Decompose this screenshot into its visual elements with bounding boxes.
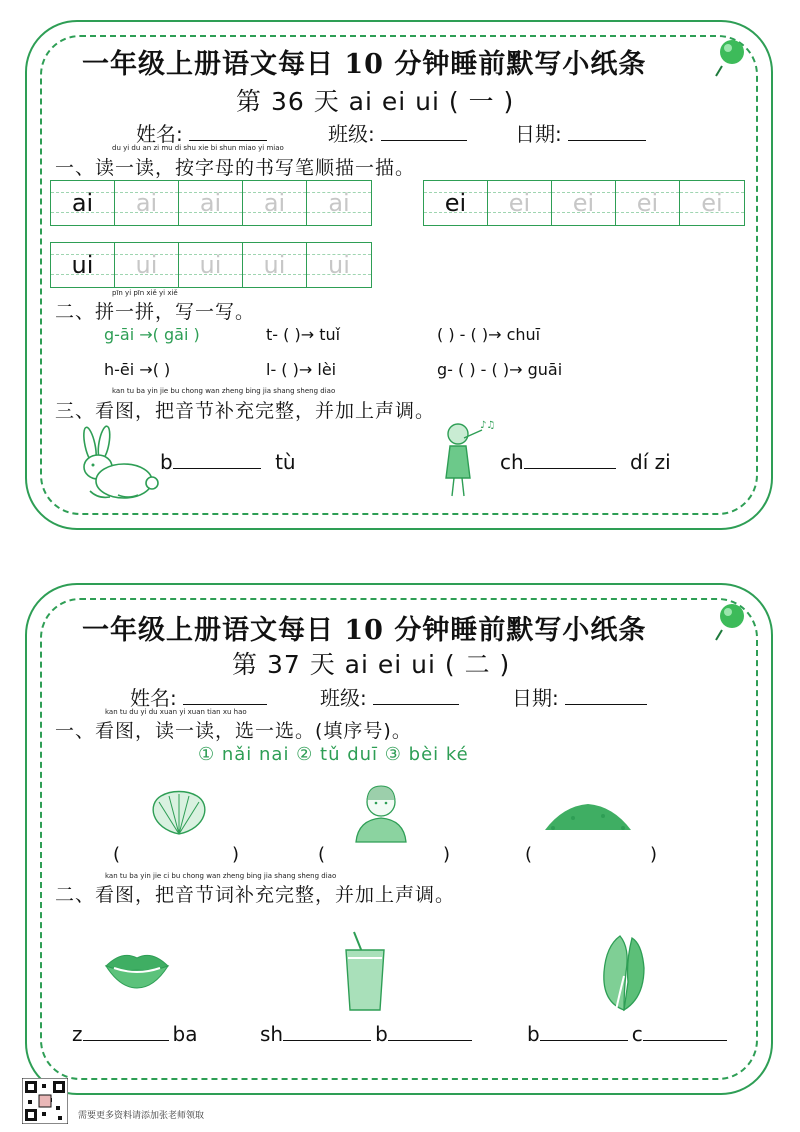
name-label: 姓名: xyxy=(130,686,177,710)
choice-options: ① nǎi nai ② tǔ duī ③ bèi ké xyxy=(198,744,469,765)
class-label: 班级: xyxy=(328,122,375,146)
grid-cell[interactable]: ei xyxy=(488,181,552,225)
sheet1-pinyin-row2: pīn yi pīn xiě yi xiě xyxy=(112,289,178,297)
exercise-example: g-āi →( gāi ) xyxy=(104,325,200,344)
exercise-item[interactable]: g- ( ) - ( )→ guāi xyxy=(437,360,563,379)
name-input-line[interactable] xyxy=(189,138,267,141)
answer-paren-3[interactable]: ( ) xyxy=(525,844,658,865)
shell-illustration xyxy=(145,788,213,838)
grid-cell[interactable]: ai xyxy=(307,181,371,225)
sheet1-pinyin-row1: du yi du an zi mu di shu xie bi shun miao yi miao xyxy=(112,144,284,152)
girl-flute-illustration xyxy=(436,420,496,502)
grid-cell[interactable]: ui xyxy=(307,243,371,287)
sheet2-name-field xyxy=(130,682,267,711)
answer-drink xyxy=(260,1022,472,1046)
grid-cell[interactable]: ei xyxy=(680,181,744,225)
sheet1-title: 一年级上册语文每日 10 分钟睡前默写小纸条 xyxy=(82,49,647,80)
class-input-line[interactable] xyxy=(381,138,467,141)
answer-paren-2[interactable]: ( ) xyxy=(318,844,451,865)
answer-prefix: c xyxy=(631,1022,643,1046)
sheet1-section3-heading: 三、看图，把音节补充完整，并加上声调。 xyxy=(55,400,436,422)
exercise-item[interactable]: t- ( )→ tuǐ xyxy=(266,325,341,344)
date-input-line[interactable] xyxy=(565,702,647,705)
grid-cell[interactable]: ui xyxy=(179,243,243,287)
sheet1-pinyin-row3: kan tu ba yin jie bu chong wan zheng bing jia shang sheng diao xyxy=(112,387,336,395)
sheet2-subtitle: 第 37 天 ai ei ui ( 二 ) xyxy=(232,650,511,679)
answer-flute xyxy=(500,450,671,474)
writing-grid-ei xyxy=(423,180,745,226)
name-label: 姓名: xyxy=(136,122,183,146)
answer-blank[interactable] xyxy=(388,1038,472,1041)
sheet1-name-field xyxy=(136,118,267,147)
qr-code-icon xyxy=(22,1078,68,1124)
grid-cell[interactable]: ai xyxy=(179,181,243,225)
answer-blank[interactable] xyxy=(540,1038,628,1041)
grandma-illustration xyxy=(350,780,412,844)
grid-cell: ai xyxy=(51,181,115,225)
sheet1-date-field xyxy=(515,118,646,147)
sheet2-section2-heading: 二、看图，把音节词补充完整，并加上声调。 xyxy=(55,884,456,906)
answer-blank[interactable] xyxy=(643,1038,727,1041)
sheet2-date-field xyxy=(512,682,647,711)
pushpin-icon xyxy=(712,36,746,78)
grid-cell: ui xyxy=(51,243,115,287)
date-label: 日期: xyxy=(512,686,559,710)
grid-cell[interactable]: ui xyxy=(115,243,179,287)
exercise-item[interactable]: h-ēi →( ) xyxy=(104,360,171,379)
sheet2-section1-heading: 一、看图，读一读，选一选。(填序号)。 xyxy=(55,720,412,742)
writing-grid-ai xyxy=(50,180,372,226)
cabbage-illustration xyxy=(596,932,652,1012)
sheet1-section1-heading: 一、读一读，按字母的书写笔顺描一描。 xyxy=(55,157,416,179)
grid-cell[interactable]: ei xyxy=(552,181,616,225)
answer-rabbit xyxy=(160,450,296,474)
sheet1-subtitle: 第 36 天 ai ei ui ( 一 ) xyxy=(236,87,515,116)
sheet1-section2-heading: 二、拼一拼，写一写。 xyxy=(55,301,256,323)
grid-cell[interactable]: ei xyxy=(616,181,680,225)
answer-prefix: sh xyxy=(260,1022,284,1046)
writing-grid-ui xyxy=(50,242,372,288)
lips-illustration xyxy=(102,948,172,990)
sheet1-class-field xyxy=(328,118,467,147)
answer-suffix: dí zi xyxy=(630,450,671,474)
pushpin-icon xyxy=(712,600,746,642)
answer-cabbage xyxy=(527,1022,727,1046)
rabbit-illustration xyxy=(72,425,162,503)
answer-suffix: ba xyxy=(172,1022,198,1046)
answer-prefix: b xyxy=(160,450,173,474)
exercise-item[interactable]: ( ) - ( )→ chuī xyxy=(437,325,541,344)
soil-mound-illustration xyxy=(543,800,633,832)
class-label: 班级: xyxy=(320,686,367,710)
answer-prefix: z xyxy=(72,1022,83,1046)
footer-note: 需要更多资料请添加张老师领取 xyxy=(78,1111,205,1121)
answer-blank[interactable] xyxy=(173,466,261,469)
grid-cell[interactable]: ui xyxy=(243,243,307,287)
answer-blank[interactable] xyxy=(83,1038,169,1041)
sheet2-class-field xyxy=(320,682,459,711)
answer-mouth xyxy=(72,1022,197,1046)
answer-blank[interactable] xyxy=(524,466,616,469)
exercise-item[interactable]: l- ( )→ lèi xyxy=(266,360,337,379)
sheet2-pinyin-row1: kan tu du yi du xuan yi xuan tian xu hao xyxy=(105,708,247,716)
answer-paren-1[interactable]: ( ) xyxy=(113,844,240,865)
answer-prefix: b xyxy=(375,1022,388,1046)
svg-text:♪♫: ♪♫ xyxy=(480,420,496,431)
date-input-line[interactable] xyxy=(568,138,646,141)
sheet2-title: 一年级上册语文每日 10 分钟睡前默写小纸条 xyxy=(82,615,647,646)
drink-glass-illustration xyxy=(340,930,390,1014)
answer-blank[interactable] xyxy=(283,1038,371,1041)
answer-prefix: b xyxy=(527,1022,540,1046)
date-label: 日期: xyxy=(515,122,562,146)
class-input-line[interactable] xyxy=(373,702,459,705)
sheet2-pinyin-row2: kan tu ba yin jie ci bu chong wan zheng bing jia shang sheng diao xyxy=(105,872,337,880)
grid-cell: ei xyxy=(424,181,488,225)
grid-cell[interactable]: ai xyxy=(243,181,307,225)
grid-cell[interactable]: ai xyxy=(115,181,179,225)
name-input-line[interactable] xyxy=(183,702,267,705)
answer-prefix: ch xyxy=(500,450,524,474)
answer-suffix: tù xyxy=(275,450,296,474)
